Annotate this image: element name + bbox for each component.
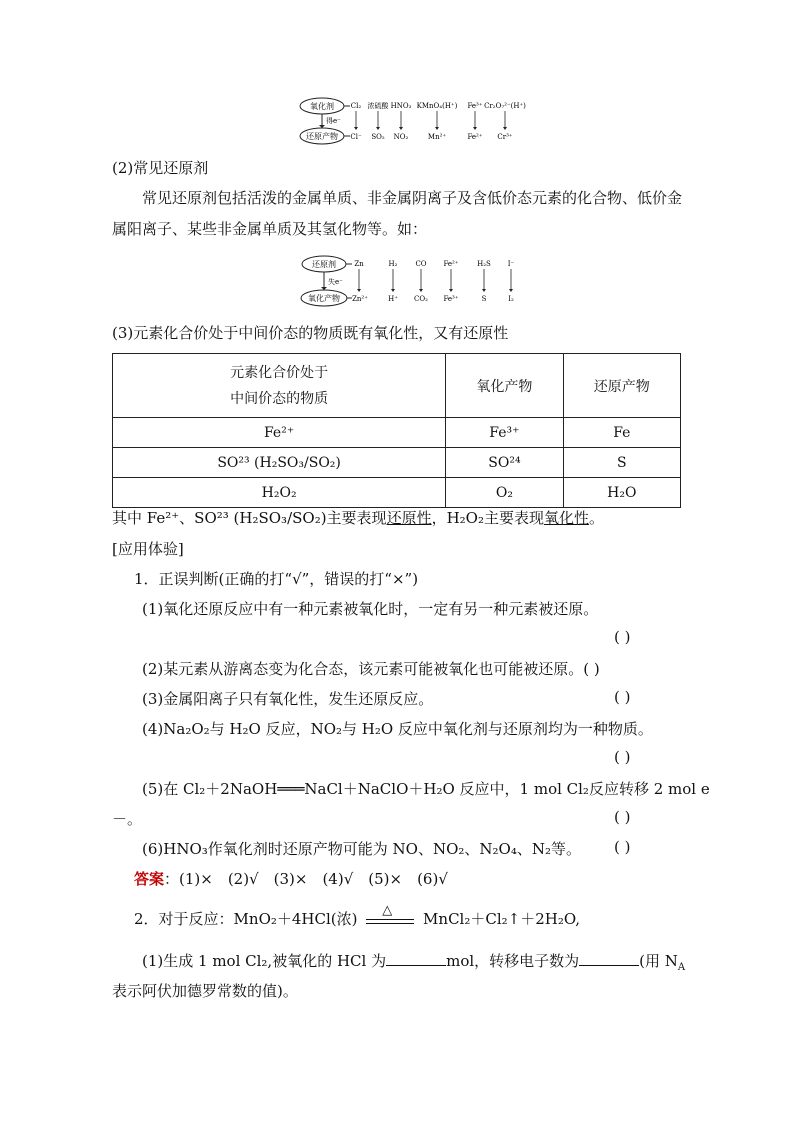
d2-bottom-1: H⁺: [388, 295, 398, 303]
d2-bottom-2: CO₂: [414, 295, 428, 303]
section2-heading: (2)常见还原剂: [112, 159, 209, 177]
table-cell: O₂: [446, 478, 563, 508]
d1-bottom-1: SO₂: [371, 133, 385, 141]
d1-top-4: Fe³⁺: [467, 102, 483, 110]
section3-heading: (3)元素化合价处于中间价态的物质既有氧化性，又有还原性: [112, 324, 509, 342]
oxidation-product-label: 氧化产物: [308, 294, 340, 303]
table-cell: H₂O: [563, 478, 680, 508]
d2-top-2: CO: [415, 260, 427, 268]
valence-table: [112, 353, 681, 508]
statement-4: (4)Na₂O₂与 H₂O 反应，NO₂与 H₂O 反应中氧化剂与还原剂均为一种物质。: [142, 720, 653, 738]
d2-top-3: Fe²⁺: [443, 260, 459, 268]
answer-blank-1[interactable]: ( ): [614, 628, 631, 646]
gain-electron-label: 得e⁻: [326, 117, 341, 125]
heat-delta-icon: △: [382, 903, 393, 918]
answer-blank-3[interactable]: ( ): [614, 688, 631, 706]
table-row: [113, 448, 681, 478]
question1-title: 1．正误判断(正确的打“√”，错误的打“×”): [134, 570, 419, 588]
d1-top-0: Cl₂: [350, 102, 362, 110]
statement-2: (2)某元素从游离态变为化合态，该元素可能被氧化也可能被还原。( ): [142, 660, 600, 678]
reductant-label: 还原剂: [312, 260, 336, 269]
underlined-oxidizing: 氧化性: [543, 509, 589, 527]
answer-label: 答案: [134, 870, 165, 888]
answer-blank-6[interactable]: ( ): [614, 838, 631, 856]
d1-top-3: KMnO₄(H⁺): [416, 102, 458, 110]
d2-top-5: I⁻: [507, 260, 515, 268]
d1-bottom-0: Cl⁻: [350, 133, 362, 141]
table-cell: H₂O₂: [113, 478, 446, 508]
oxidant-label: 氧化剂: [310, 102, 334, 111]
d1-bottom-4: Fe²⁺: [467, 133, 483, 141]
table-cell: Fe³⁺: [446, 418, 563, 448]
answer-blank-4[interactable]: ( ): [614, 748, 631, 766]
d2-bottom-3: Fe³⁺: [443, 295, 459, 303]
underlined-reducing: 还原性: [386, 509, 432, 527]
table-header-row: [113, 354, 681, 418]
statement-3: (3)金属阳离子只有氧化性，发生还原反应。: [142, 690, 434, 708]
lose-electron-label: 失e⁻: [328, 278, 343, 286]
answer-line: [134, 868, 448, 890]
table-cell: Fe²⁺: [113, 418, 446, 448]
practice-heading: [应用体验]: [112, 540, 184, 558]
heat-equals-sign: [366, 903, 414, 930]
table-header-reduction: 还原产物: [563, 354, 680, 418]
answer-text: ：(1)× (2)√ (3)× (4)√ (5)× (6)√: [164, 870, 448, 888]
d1-top-2: HNO₃: [390, 102, 412, 110]
d2-top-0: Zn: [354, 260, 364, 268]
question2-1-cont: 表示阿伏加德罗常数的值)。: [112, 982, 298, 1000]
question2-line: 2．对于反应：MnO₂＋4HCl(浓) △ MnCl₂＋Cl₂↑＋2H₂O,: [134, 908, 580, 930]
summary-line: 其中 Fe²⁺、SO²³ (H₂SO₃/SO₂)主要表现还原性，H₂O₂主要表现氧化性。: [112, 509, 605, 527]
statement-1: (1)氧化还原反应中有一种元素被氧化时，一定有另一种元素被还原。: [142, 600, 599, 618]
statement-5-cont: －。: [112, 810, 143, 828]
reductant-diagram: [300, 254, 530, 310]
statement-5: (5)在 Cl₂＋2NaOH═══NaCl＋NaClO＋H₂O 反应中，1 mol Cl₂反应转移 2 mol e: [142, 780, 710, 798]
d2-bottom-0: Zn²⁺: [352, 295, 368, 303]
reduction-product-label: 还原产物: [306, 132, 338, 141]
table-cell: Fe: [563, 418, 680, 448]
table-cell: SO²⁴: [446, 448, 563, 478]
d2-top-1: H₂: [388, 260, 398, 268]
d1-bottom-5: Cr³⁺: [497, 133, 513, 141]
question2-1-line: (1)生成 1 mol Cl₂,被氧化的 HCl 为 mol，转移电子数为 (用 $N_A$: [142, 952, 686, 973]
oxidant-diagram: [298, 96, 534, 146]
d2-top-4: H₂S: [477, 260, 491, 268]
d1-top-1: 浓硫酸: [367, 102, 389, 110]
table-cell: SO²³ (H₂SO₃/SO₂): [113, 448, 446, 478]
table-header-substance: 元素化合价处于 中间价态的物质: [113, 354, 446, 418]
d2-bottom-4: S: [481, 295, 487, 303]
d1-bottom-2: NO₂: [393, 133, 409, 141]
table-header-oxidation: 氧化产物: [446, 354, 563, 418]
d1-bottom-3: Mn²⁺: [427, 133, 447, 141]
d1-top-5: Cr₂O₇²⁻(H⁺): [484, 102, 526, 110]
table-row: [113, 478, 681, 508]
table-row: [113, 418, 681, 448]
electron-blank[interactable]: [579, 951, 639, 966]
hcl-blank[interactable]: [386, 951, 446, 966]
section2-paragraph: 常见还原剂包括活泼的金属单质、非金属阴离子及含低价态元素的化合物、低价金属阳离子、某些非金属单质及其氢化物等。如：: [112, 189, 683, 238]
statement-6: (6)HNO₃作氧化剂时还原产物可能为 NO、NO₂、N₂O₄、N₂等。: [142, 840, 581, 858]
table-cell: S: [563, 448, 680, 478]
d2-bottom-5: I₂: [508, 295, 514, 303]
answer-blank-5[interactable]: ( ): [614, 808, 631, 826]
